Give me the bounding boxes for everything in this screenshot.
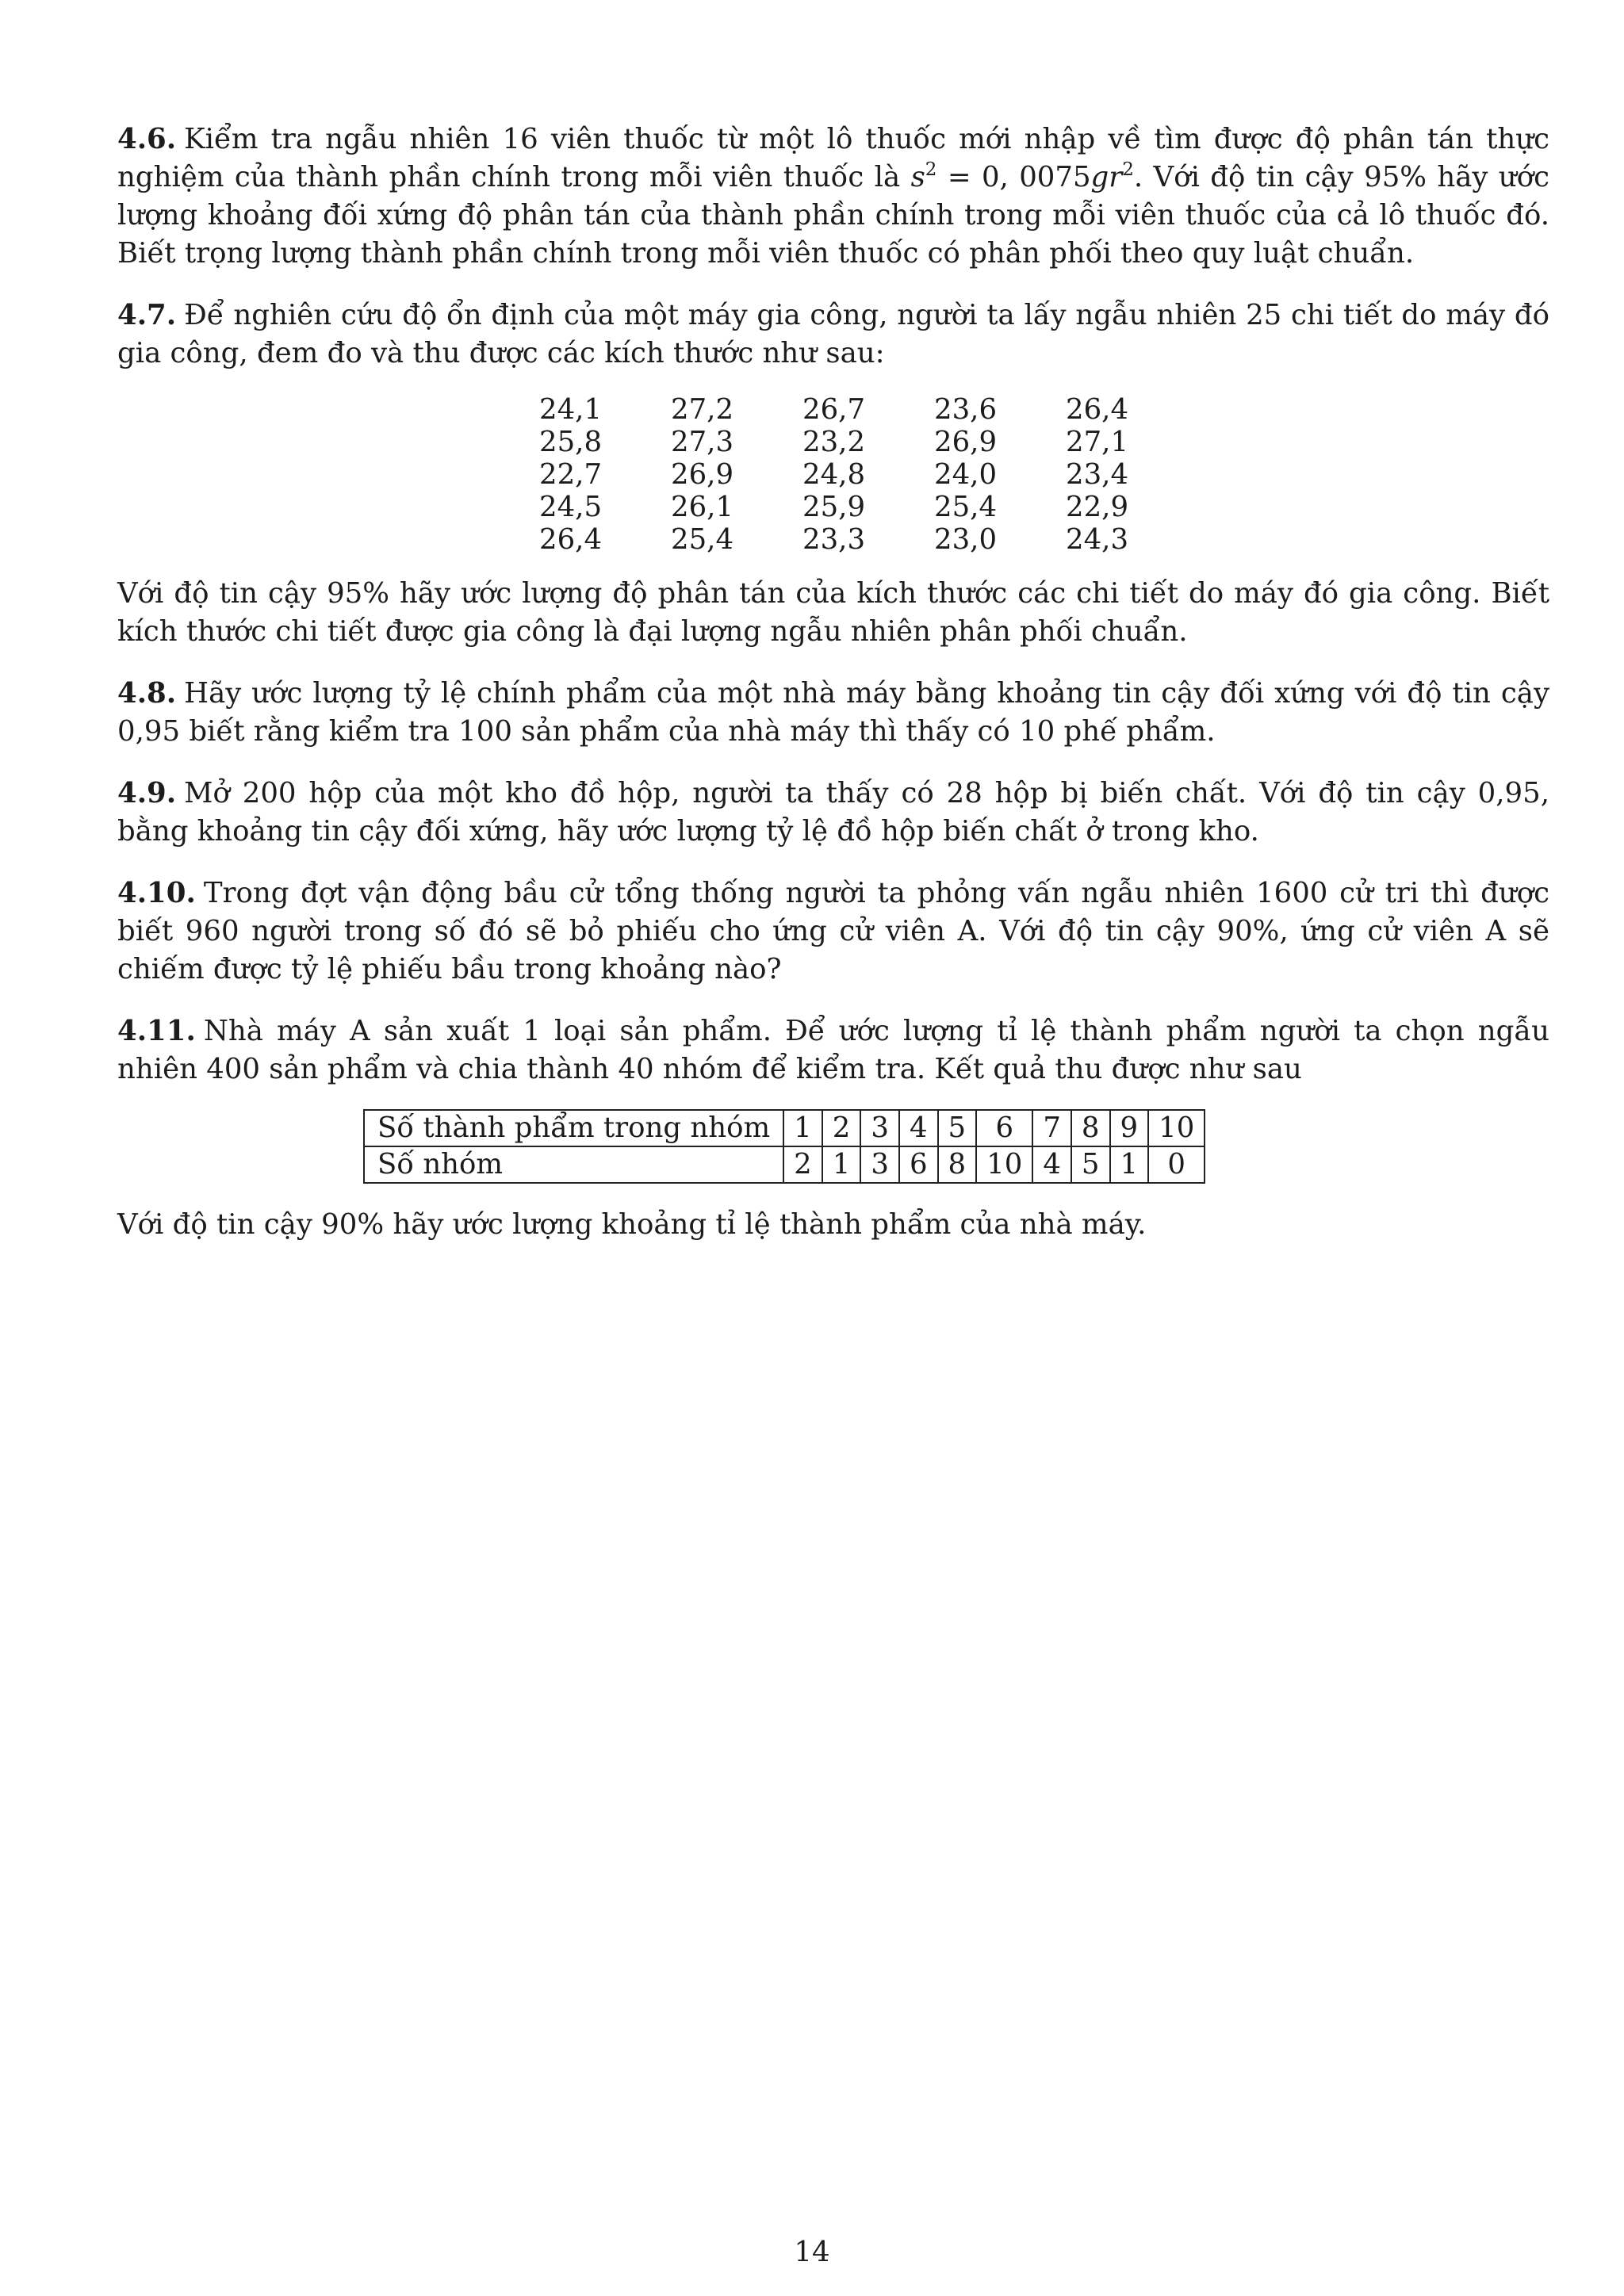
problem-text-continued: . Với độ tin cậy 95% hãy ước lượng khoảng đối xứng độ phân tán của thành phần chính trong mỗi viên thuốc của cả lô thuốc đó. Biết trọng lượng thành phần chính trong mỗi viên thuốc có phân phối theo quy luật chuẩn. xyxy=(117,161,1549,270)
problem-number: 4.6. xyxy=(117,123,177,155)
problem-4-10 xyxy=(117,874,1549,989)
data-cell: 27,2 xyxy=(671,393,734,426)
table-cell: 0 xyxy=(1148,1146,1205,1183)
page-number: 14 xyxy=(794,2236,830,2268)
table-cell: 10 xyxy=(976,1146,1032,1183)
data-cell: 23,2 xyxy=(802,426,866,458)
data-cell: 24,8 xyxy=(802,458,866,491)
table-cell: 1 xyxy=(783,1110,822,1146)
problem-4-6 xyxy=(117,121,1549,273)
problem-number: 4.11. xyxy=(117,1015,196,1047)
data-cell: 25,4 xyxy=(934,491,998,523)
problem-question: Với độ tin cậy 95% hãy ước lượng độ phân tán của kích thước các chi tiết do máy đó gia công. Biết kích thước chi tiết được gia công là đại lượng ngẫu nhiên phân phối chuẩn. xyxy=(117,577,1549,648)
problem-text: Mở 200 hộp của một kho đồ hộp, người ta thấy có 28 hộp bị biến chất. Với độ tin cậy 0,95, bằng khoảng tin cậy đối xứng, hãy ước lượng tỷ lệ đồ hộp biến chất ở trong kho. xyxy=(117,777,1549,848)
math-unit: gr xyxy=(1090,161,1123,193)
data-cell: 27,1 xyxy=(1066,426,1129,458)
math-unit-exponent: 2 xyxy=(1122,159,1134,180)
problem-4-7 xyxy=(117,297,1549,651)
row-header: Số thành phẩm trong nhóm xyxy=(364,1110,783,1146)
problem-text: Hãy ước lượng tỷ lệ chính phẩm của một nhà máy bằng khoảng tin cậy đối xứng với độ tin cậy 0,95 biết rằng kiểm tra 100 sản phẩm của nhà máy thì thấy có 10 phế phẩm. xyxy=(117,677,1549,748)
data-cell: 23,4 xyxy=(1066,458,1129,491)
problem-text: Kiểm tra ngẫu nhiên 16 viên thuốc từ một lô thuốc mới nhập về tìm được độ phân tán thực nghiệm của thành phần chính trong mỗi viên thuốc là xyxy=(117,123,1549,193)
document-page xyxy=(117,121,1549,1268)
problem-4-11 xyxy=(117,1012,1549,1244)
math-variable: s xyxy=(910,161,925,193)
data-cell: 26,4 xyxy=(539,523,603,556)
table-row xyxy=(364,1146,1205,1183)
row-header: Số nhóm xyxy=(364,1146,783,1183)
data-cell: 26,4 xyxy=(1066,393,1129,426)
table-cell: 3 xyxy=(860,1146,899,1183)
data-cell: 25,9 xyxy=(802,491,866,523)
data-cell: 22,7 xyxy=(539,458,603,491)
table-cell: 1 xyxy=(822,1146,861,1183)
table-cell: 8 xyxy=(1071,1110,1110,1146)
data-cell: 24,3 xyxy=(1066,523,1129,556)
problem-text: Trong đợt vận động bầu cử tổng thống người ta phỏng vấn ngẫu nhiên 1600 cử tri thì được biết 960 người trong số đó sẽ bỏ phiếu cho ứng cử viên A. Với độ tin cậy 90%, ứng cử viên A sẽ chiếm được tỷ lệ phiếu bầu trong khoảng nào? xyxy=(117,877,1549,985)
data-cell: 27,3 xyxy=(671,426,734,458)
data-cell: 22,9 xyxy=(1066,491,1129,523)
data-cell: 23,3 xyxy=(802,523,866,556)
math-exponent: 2 xyxy=(925,159,937,180)
table-cell: 2 xyxy=(822,1110,861,1146)
table-cell: 9 xyxy=(1110,1110,1149,1146)
table-cell: 5 xyxy=(1071,1146,1110,1183)
table-cell: 6 xyxy=(899,1146,938,1183)
data-cell: 24,5 xyxy=(539,491,603,523)
data-cell: 26,7 xyxy=(802,393,866,426)
data-cell: 26,1 xyxy=(671,491,734,523)
measurement-data-grid xyxy=(539,393,1549,556)
table-cell: 4 xyxy=(899,1110,938,1146)
problem-number: 4.7. xyxy=(117,299,177,331)
problem-4-8 xyxy=(117,675,1549,751)
data-cell: 26,9 xyxy=(671,458,734,491)
data-cell: 25,8 xyxy=(539,426,603,458)
table-cell: 3 xyxy=(860,1110,899,1146)
problem-number: 4.10. xyxy=(117,877,196,909)
data-cell: 26,9 xyxy=(934,426,998,458)
problem-question: Với độ tin cậy 90% hãy ước lượng khoảng tỉ lệ thành phẩm của nhà máy. xyxy=(117,1208,1147,1241)
table-cell: 2 xyxy=(783,1146,822,1183)
table-cell: 4 xyxy=(1032,1146,1071,1183)
problem-number: 4.9. xyxy=(117,777,177,809)
problem-4-9 xyxy=(117,775,1549,851)
table-cell: 7 xyxy=(1032,1110,1071,1146)
problem-text: Nhà máy A sản xuất 1 loại sản phẩm. Để ước lượng tỉ lệ thành phẩm người ta chọn ngẫu nhiên 400 sản phẩm và chia thành 40 nhóm để kiểm tra. Kết quả thu được như sau xyxy=(117,1015,1549,1085)
problem-number: 4.8. xyxy=(117,677,177,710)
table-cell: 5 xyxy=(938,1110,977,1146)
table-row xyxy=(364,1110,1205,1146)
problem-text: Để nghiên cứu độ ổn định của một máy gia công, người ta lấy ngẫu nhiên 25 chi tiết do máy đó gia công, đem đo và thu được các kích thước như sau: xyxy=(117,299,1549,369)
table-cell: 10 xyxy=(1148,1110,1205,1146)
math-value: = 0, 0075 xyxy=(936,161,1091,193)
table-cell: 1 xyxy=(1110,1146,1149,1183)
data-cell: 24,1 xyxy=(539,393,603,426)
table-cell: 8 xyxy=(938,1146,977,1183)
data-cell: 24,0 xyxy=(934,458,998,491)
data-cell: 23,6 xyxy=(934,393,998,426)
table-cell: 6 xyxy=(976,1110,1032,1146)
results-table xyxy=(363,1109,1205,1184)
data-cell: 23,0 xyxy=(934,523,998,556)
data-cell: 25,4 xyxy=(671,523,734,556)
